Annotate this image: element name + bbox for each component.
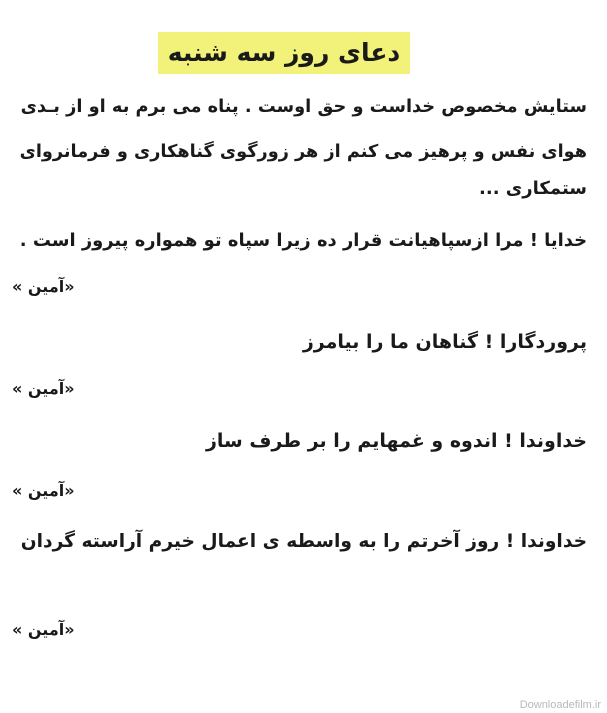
paragraph-line-2: هوای نفس و پرهیز می کنم از هر زورگوی گناهکاری و فرمانروای [19, 142, 587, 162]
paragraph-line-3: ستمکاری ... [479, 178, 587, 199]
watermark: Downloadefilm.ir [519, 699, 601, 711]
prayer-line-4: خداوندا ! روز آخرتم را به واسطه ی اعمال خیرم آراسته گردان [20, 531, 587, 552]
prayer-line-2: پروردگارا ! گناهان ما را بیامرز [302, 331, 587, 353]
paragraph-line-1: ستایش مخصوص خداست و حق اوست . پناه می برم به او از بـدی [20, 96, 587, 117]
amen-1: «آمین » [12, 277, 75, 296]
amen-2: «آمین » [12, 379, 75, 398]
prayer-line-3: خداوندا ! اندوه و غمهایم را بر طرف ساز [205, 430, 587, 452]
amen-4: «آمین » [12, 620, 75, 639]
page-title: دعای روز سه شنبه [158, 32, 410, 74]
prayer-line-1: خدایا ! مرا ازسپاهیانت قرار ده زیرا سپاه تو همواره پیروز است . [19, 230, 587, 251]
amen-3: «آمین » [12, 481, 75, 500]
